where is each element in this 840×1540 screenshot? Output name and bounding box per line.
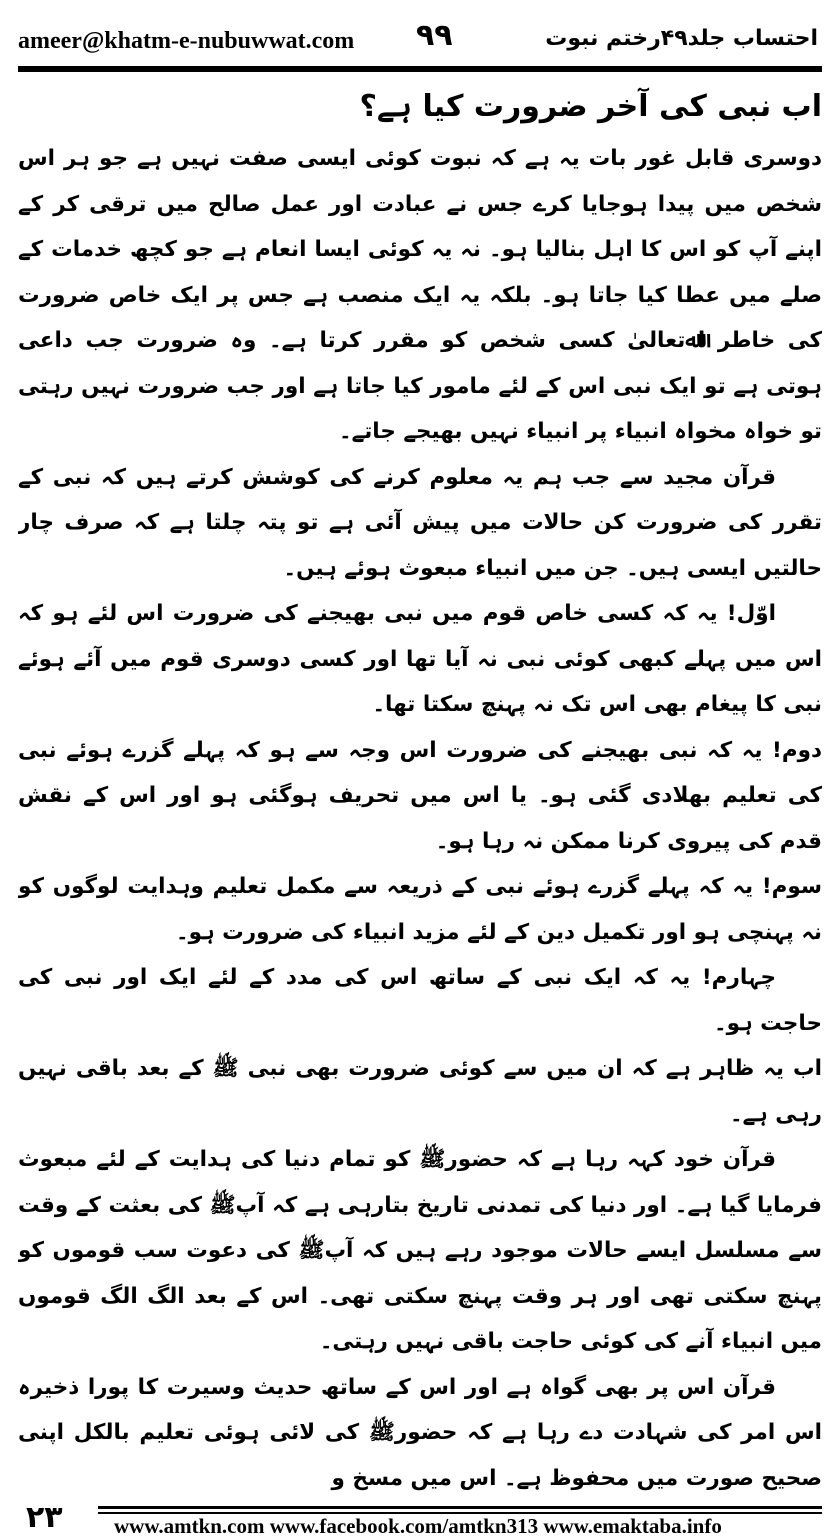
footer-divider	[98, 1506, 822, 1509]
paragraph: اوّل! یہ کہ کسی خاص قوم میں نبی بھیجنے کی ضرورت اس لئے ہو کہ اس میں پہلے کبھی کوئی نبی نہ آیا تھا اور کسی دوسری قوم میں آئے ہوئے نبی کا پیغام بھی اس تک نہ پہنچ سکتا تھا۔	[18, 601, 822, 717]
paragraph: قرآن مجید سے جب ہم یہ معلوم کرنے کی کوشش کرتے ہیں کہ نبی کے تقرر کی ضرورت کن حالات میں پیش آئی ہے تو پتہ چلتا ہے کہ صرف چار حالتیں ایسی ہیں۔ جن میں انبیاء مبعوث ہوئے ہیں۔	[18, 464, 822, 581]
paragraph: چہارم! یہ کہ ایک نبی کے ساتھ اس کی مدد کے لئے ایک اور نبی کی حاجت ہو۔	[18, 965, 822, 1036]
paragraph: سوم! یہ کہ پہلے گزرے ہوئے نبی کے ذریعہ سے مکمل تعلیم وہدایت لوگوں کو نہ پہنچی ہو اور تکمیل دین کے لئے مزید انبیاء کی ضرورت ہو۔	[18, 874, 822, 945]
paragraph: قرآن خود کہہ رہا ہے کہ حضورﷺ کو تمام دنیا کی ہدایت کے لئے مبعوث فرمایا گیا ہے۔ اور دنیا کی تمدنی تاریخ بتارہی ہے کہ آپﷺ کی بعثت کے وقت سے مسلسل ایسے حالات موجود رہے ہیں کہ آپﷺ کی دعوت سب قوموں کو پہنچ سکتی تھی اور ہر وقت پہنچ سکتی تھی۔ اس کے بعد الگ الگ قوموں میں انبیاء آنے کی کوئی حاجت باقی نہیں رہتی۔	[18, 1147, 822, 1354]
page-footer	[18, 1500, 822, 1538]
header-email: ameer@khatm-e-nubuwwat.com	[18, 28, 355, 54]
footer-links: www.amtkn.com www.facebook.com/amtkn313 www.emaktaba.info	[114, 1514, 722, 1538]
page-body	[18, 82, 822, 1492]
paragraph: قرآن اس پر بھی گواہ ہے اور اس کے ساتھ حدیث وسیرت کا پورا ذخیرہ اس امر کی شہادت دے رہا ہے کہ حضورﷺ کی لائی ہوئی تعلیم بالکل اپنی صحیح صورت میں محفوظ ہے۔ اس میں مسخ و	[18, 1374, 822, 1491]
paragraph: دوسری قابل غور بات یہ ہے کہ نبوت کوئی ایسی صفت نہیں ہے جو ہر اس شخص میں پیدا ہوجایا کرے جس نے عبادت اور عمل صالح میں ترقی کر کے اپنے آپ کو اس کا اہل بنالیا ہو۔ نہ یہ کوئی ایسا انعام ہے جو کچھ خدمات کے صلے میں عطا کیا جاتا ہو۔ بلکہ یہ ایک منصب ہے جس پر ایک خاص ضرورت کی خاطر اﷲتعالیٰ کسی شخص کو مقرر کرتا ہے۔ وہ ضرورت جب داعی ہوتی ہے تو ایک نبی اس کے لئے مامور کیا جاتا ہے اور جب ضرورت نہیں رہتی تو خواہ مخواہ انبیاء پر انبیاء نہیں بھیجے جاتے۔	[18, 146, 822, 444]
section-heading: اب نبی کی آخر ضرورت کیا ہے؟	[359, 89, 822, 124]
paragraph: اب یہ ظاہر ہے کہ ان میں سے کوئی ضرورت بھی نبی ﷺ کے بعد باقی نہیں رہی ہے۔	[18, 1056, 822, 1127]
footer-page-number: ۲۳	[26, 1500, 63, 1535]
header-page-number: ۹۹	[416, 18, 453, 53]
header-book-title: احتساب جلد۴۹رختم نبوت	[545, 26, 818, 51]
header-divider	[18, 66, 822, 72]
page-header	[18, 14, 822, 64]
paragraph: دوم! یہ کہ نبی بھیجنے کی ضرورت اس وجہ سے ہو کہ پہلے گزرے ہوئے نبی کی تعلیم بھلادی گئی ہو۔ یا اس میں تحریف ہوگئی ہو اور اس کے نقش قدم کی پیروی کرنا ممکن نہ رہا ہو۔	[18, 737, 822, 854]
